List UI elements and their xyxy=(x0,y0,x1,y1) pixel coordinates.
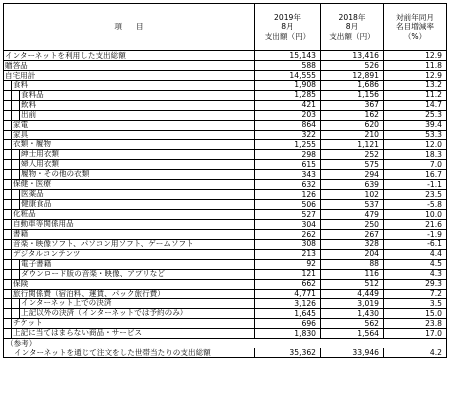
row-label: 健康食品 xyxy=(21,199,52,209)
row-label-cell xyxy=(4,70,255,80)
row-value-2018: 367 xyxy=(321,100,384,110)
row-label-cell xyxy=(4,319,255,329)
row-label-cell xyxy=(4,239,255,249)
header-rate xyxy=(384,4,447,51)
row-rate: 12.9 xyxy=(384,51,447,61)
row-label-cell xyxy=(4,150,255,160)
row-label-cell xyxy=(4,329,255,339)
row-label: 飲料 xyxy=(21,100,37,109)
row-value-2018: 4,449 xyxy=(321,289,384,299)
row-rate: -1.9 xyxy=(384,229,447,239)
row-value-2019: 121 xyxy=(255,269,321,279)
table-row xyxy=(4,219,447,229)
row-value-2019: 1,285 xyxy=(255,90,321,100)
row-rate: 10.0 xyxy=(384,210,447,220)
row-label: 食料品 xyxy=(21,90,44,99)
table-row xyxy=(4,329,447,339)
row-value-2019: 864 xyxy=(255,120,321,130)
row-rate: 14.7 xyxy=(384,100,447,110)
table-row xyxy=(4,190,447,200)
table-row xyxy=(4,210,447,220)
row-rate: 4.5 xyxy=(384,259,447,269)
row-value-2018: 1,121 xyxy=(321,140,384,150)
reference-rate: 4.2 xyxy=(384,348,447,357)
row-rate: -5.8 xyxy=(384,200,447,210)
row-value-2019: 322 xyxy=(255,130,321,140)
row-label-cell xyxy=(4,140,255,150)
table-row xyxy=(4,249,447,259)
header-2018 xyxy=(321,4,384,51)
indent-rule xyxy=(4,260,12,269)
table-row xyxy=(4,259,447,269)
row-label-cell xyxy=(4,100,255,110)
table-row xyxy=(4,319,447,329)
indent-rule xyxy=(4,111,12,120)
row-label-cell xyxy=(4,180,255,190)
row-rate: 12.0 xyxy=(384,140,447,150)
row-value-2018: 562 xyxy=(321,319,384,329)
indent-rule xyxy=(12,270,20,279)
indent-rule xyxy=(12,111,20,120)
reference-row xyxy=(4,348,447,357)
row-rate: 4.4 xyxy=(384,249,447,259)
reference-2019: 35,362 xyxy=(255,348,321,357)
row-value-2018: 13,416 xyxy=(321,51,384,61)
row-value-2018: 479 xyxy=(321,210,384,220)
row-label: 婦人用衣類 xyxy=(21,159,59,169)
indent-rule xyxy=(4,150,12,159)
table-row xyxy=(4,170,447,180)
table-row xyxy=(4,80,447,90)
row-rate: 23.8 xyxy=(384,319,447,329)
row-value-2018: 294 xyxy=(321,170,384,180)
row-value-2019: 632 xyxy=(255,180,321,190)
row-label-cell xyxy=(4,130,255,140)
row-value-2019: 203 xyxy=(255,110,321,120)
table-row xyxy=(4,51,447,61)
reference-title-blank-rate xyxy=(384,339,447,348)
table-row xyxy=(4,180,447,190)
row-value-2019: 126 xyxy=(255,190,321,200)
row-label: 電子書籍 xyxy=(21,259,52,268)
indent-rule xyxy=(12,160,20,169)
row-value-2019: 662 xyxy=(255,279,321,289)
row-value-2018: 1,156 xyxy=(321,90,384,100)
row-value-2019: 3,126 xyxy=(255,299,321,309)
row-label-cell xyxy=(4,259,255,269)
reference-title: （参考） xyxy=(4,339,255,348)
indent-rule xyxy=(4,160,12,169)
indent-rule xyxy=(12,91,20,100)
row-value-2019: 343 xyxy=(255,170,321,180)
header-rate-line1: 対前年同月 xyxy=(396,12,434,22)
row-value-2018: 204 xyxy=(321,249,384,259)
row-label-cell xyxy=(4,289,255,299)
reference-label: インターネットを通じて注文をした世帯当たりの支出総額 xyxy=(4,348,255,357)
header-rate-line2: 名目増減率 xyxy=(396,22,434,32)
row-label: 自宅用計 xyxy=(5,70,36,80)
indent-rule xyxy=(4,170,12,179)
reference-title-row xyxy=(4,339,447,348)
row-value-2019: 213 xyxy=(255,249,321,259)
row-value-2019: 262 xyxy=(255,229,321,239)
indent-rule xyxy=(12,190,20,199)
row-value-2018: 12,891 xyxy=(321,70,384,80)
table-row xyxy=(4,299,447,309)
table-row xyxy=(4,70,447,80)
row-rate: 53.3 xyxy=(384,130,447,140)
reference-title-blank-2019 xyxy=(255,339,321,348)
row-label: 履物・その他の衣類 xyxy=(21,169,90,179)
indent-rule xyxy=(4,280,12,289)
indent-rule xyxy=(4,180,12,189)
indent-rule xyxy=(12,200,20,209)
row-value-2018: 1,430 xyxy=(321,309,384,319)
row-label-cell xyxy=(4,120,255,130)
indent-rule xyxy=(12,150,20,159)
indent-rule xyxy=(4,131,12,140)
row-value-2019: 588 xyxy=(255,60,321,70)
header-rate-line3: （%） xyxy=(403,31,427,41)
header-2019-year: 2019年 xyxy=(274,12,301,22)
indent-rule xyxy=(4,121,12,130)
row-rate: 11.8 xyxy=(384,60,447,70)
row-label: 贈答品 xyxy=(5,60,28,70)
row-rate: 7.0 xyxy=(384,160,447,170)
header-2019 xyxy=(255,4,321,51)
header-item: 項目 xyxy=(4,4,255,51)
row-label: 出前 xyxy=(21,110,37,119)
row-rate: -1.1 xyxy=(384,180,447,190)
indent-rule xyxy=(4,329,12,338)
row-label-cell xyxy=(4,269,255,279)
row-label-cell xyxy=(4,229,255,239)
row-label: 衣類・履物 xyxy=(13,139,51,149)
table-row xyxy=(4,279,447,289)
row-value-2018: 162 xyxy=(321,110,384,120)
indent-rule xyxy=(4,190,12,199)
table-row xyxy=(4,269,447,279)
table-row xyxy=(4,200,447,210)
row-rate: 23.5 xyxy=(384,190,447,200)
row-label: 医薬品 xyxy=(21,189,44,199)
row-rate: -6.1 xyxy=(384,239,447,249)
table-row xyxy=(4,150,447,160)
indent-rule xyxy=(4,319,12,328)
table-row xyxy=(4,100,447,110)
table-row xyxy=(4,120,447,130)
table-row xyxy=(4,239,447,249)
row-value-2018: 267 xyxy=(321,229,384,239)
indent-rule xyxy=(4,200,12,209)
row-label: デジタルコンテンツ xyxy=(13,249,81,258)
indent-rule xyxy=(12,309,20,318)
row-value-2018: 537 xyxy=(321,200,384,210)
row-value-2019: 527 xyxy=(255,210,321,220)
row-rate: 21.6 xyxy=(384,219,447,229)
row-rate: 39.4 xyxy=(384,120,447,130)
header-2019-unit: 支出額（円） xyxy=(264,31,311,41)
indent-rule xyxy=(4,91,12,100)
row-label-cell xyxy=(4,249,255,259)
row-value-2019: 304 xyxy=(255,219,321,229)
row-label: 上記に当てはまらない商品・サービス xyxy=(13,328,143,338)
row-label-cell xyxy=(4,80,255,90)
row-rate: 29.3 xyxy=(384,279,447,289)
table-row xyxy=(4,140,447,150)
row-label: 旅行関係費（宿泊料、運賃、パック旅行費） xyxy=(13,289,165,298)
row-value-2018: 526 xyxy=(321,60,384,70)
indent-rule xyxy=(12,101,20,110)
row-label-cell xyxy=(4,219,255,229)
header-2018-month: 8月 xyxy=(345,22,359,32)
row-value-2019: 506 xyxy=(255,200,321,210)
indent-rule xyxy=(4,290,12,299)
row-rate: 15.0 xyxy=(384,309,447,319)
indent-rule xyxy=(12,170,20,179)
row-label-cell xyxy=(4,299,255,309)
indent-rule xyxy=(12,260,20,269)
row-value-2019: 421 xyxy=(255,100,321,110)
indent-rule xyxy=(4,230,12,239)
row-value-2019: 92 xyxy=(255,259,321,269)
table-row xyxy=(4,229,447,239)
row-value-2019: 615 xyxy=(255,160,321,170)
header-2019-month: 8月 xyxy=(281,22,294,32)
row-value-2018: 102 xyxy=(321,190,384,200)
row-label: チケット xyxy=(13,318,43,328)
row-value-2018: 116 xyxy=(321,269,384,279)
row-label-cell xyxy=(4,90,255,100)
row-value-2018: 3,019 xyxy=(321,299,384,309)
row-rate: 25.3 xyxy=(384,110,447,120)
row-value-2018: 512 xyxy=(321,279,384,289)
row-label: インターネットを利用した支出総額 xyxy=(5,50,126,60)
row-rate: 12.9 xyxy=(384,70,447,80)
row-label-cell xyxy=(4,160,255,170)
indent-rule xyxy=(4,240,12,249)
row-label-cell xyxy=(4,170,255,180)
header-2018-year: 2018年 xyxy=(338,12,366,22)
row-value-2018: 620 xyxy=(321,120,384,130)
row-rate: 7.2 xyxy=(384,289,447,299)
row-label: 自動車等関係用品 xyxy=(13,219,74,228)
row-value-2018: 575 xyxy=(321,160,384,170)
row-label: 食料 xyxy=(13,80,29,89)
row-rate: 3.5 xyxy=(384,299,447,309)
row-label: 家具 xyxy=(13,130,29,139)
row-value-2018: 252 xyxy=(321,150,384,160)
row-rate: 4.3 xyxy=(384,269,447,279)
table-row xyxy=(4,60,447,70)
row-rate: 11.2 xyxy=(384,90,447,100)
row-label-cell xyxy=(4,279,255,289)
row-label: 化粧品 xyxy=(13,209,36,218)
table-row xyxy=(4,289,447,299)
row-value-2019: 696 xyxy=(255,319,321,329)
indent-rule xyxy=(4,210,12,219)
row-label: 紳士用衣類 xyxy=(21,149,59,159)
row-label: 書籍 xyxy=(13,229,29,238)
row-label-cell xyxy=(4,60,255,70)
table-row xyxy=(4,110,447,120)
row-value-2018: 88 xyxy=(321,259,384,269)
row-label-cell xyxy=(4,51,255,61)
row-value-2019: 308 xyxy=(255,239,321,249)
indent-rule xyxy=(4,81,12,90)
row-rate: 16.7 xyxy=(384,170,447,180)
reference-title-blank-2018 xyxy=(321,339,384,348)
header-2018-unit: 支出額（円） xyxy=(329,31,375,41)
row-label: 家電 xyxy=(13,120,29,129)
row-label: ダウンロード版の音楽・映像、アプリなど xyxy=(21,269,165,278)
row-label: 保健・医療 xyxy=(13,179,51,189)
row-value-2018: 1,686 xyxy=(321,80,384,90)
row-value-2019: 1,645 xyxy=(255,309,321,319)
row-rate: 17.0 xyxy=(384,329,447,339)
row-label: 音楽・映像ソフト、パソコン用ソフト、ゲームソフト xyxy=(13,239,194,248)
indent-rule xyxy=(4,270,12,279)
table-row xyxy=(4,309,447,319)
table-row xyxy=(4,130,447,140)
indent-rule xyxy=(4,309,12,318)
expenditure-table xyxy=(3,3,447,358)
row-value-2019: 4,771 xyxy=(255,289,321,299)
row-label: 保険 xyxy=(13,279,29,288)
row-value-2019: 1,908 xyxy=(255,80,321,90)
row-value-2018: 639 xyxy=(321,180,384,190)
row-value-2019: 1,255 xyxy=(255,140,321,150)
table-row xyxy=(4,90,447,100)
row-label: インターネット上での決済 xyxy=(21,298,112,308)
row-label-cell xyxy=(4,190,255,200)
row-label-cell xyxy=(4,210,255,220)
row-label-cell xyxy=(4,309,255,319)
indent-rule xyxy=(12,299,20,308)
indent-rule xyxy=(4,250,12,259)
row-label-cell xyxy=(4,110,255,120)
row-value-2018: 1,564 xyxy=(321,329,384,339)
row-value-2019: 14,555 xyxy=(255,70,321,80)
row-value-2018: 250 xyxy=(321,219,384,229)
row-value-2018: 210 xyxy=(321,130,384,140)
indent-rule xyxy=(4,220,12,229)
row-label: 上記以外の決済（インターネットでは予約のみ） xyxy=(21,308,188,318)
table-row xyxy=(4,160,447,170)
row-value-2019: 298 xyxy=(255,150,321,160)
indent-rule xyxy=(4,140,12,149)
table-header-row xyxy=(4,4,447,51)
reference-2018: 33,946 xyxy=(321,348,384,357)
row-rate: 18.3 xyxy=(384,150,447,160)
row-label-cell xyxy=(4,200,255,210)
indent-rule xyxy=(4,299,12,308)
indent-rule xyxy=(4,101,12,110)
row-value-2019: 1,830 xyxy=(255,329,321,339)
row-rate: 13.2 xyxy=(384,80,447,90)
row-value-2019: 15,143 xyxy=(255,51,321,61)
row-value-2018: 328 xyxy=(321,239,384,249)
